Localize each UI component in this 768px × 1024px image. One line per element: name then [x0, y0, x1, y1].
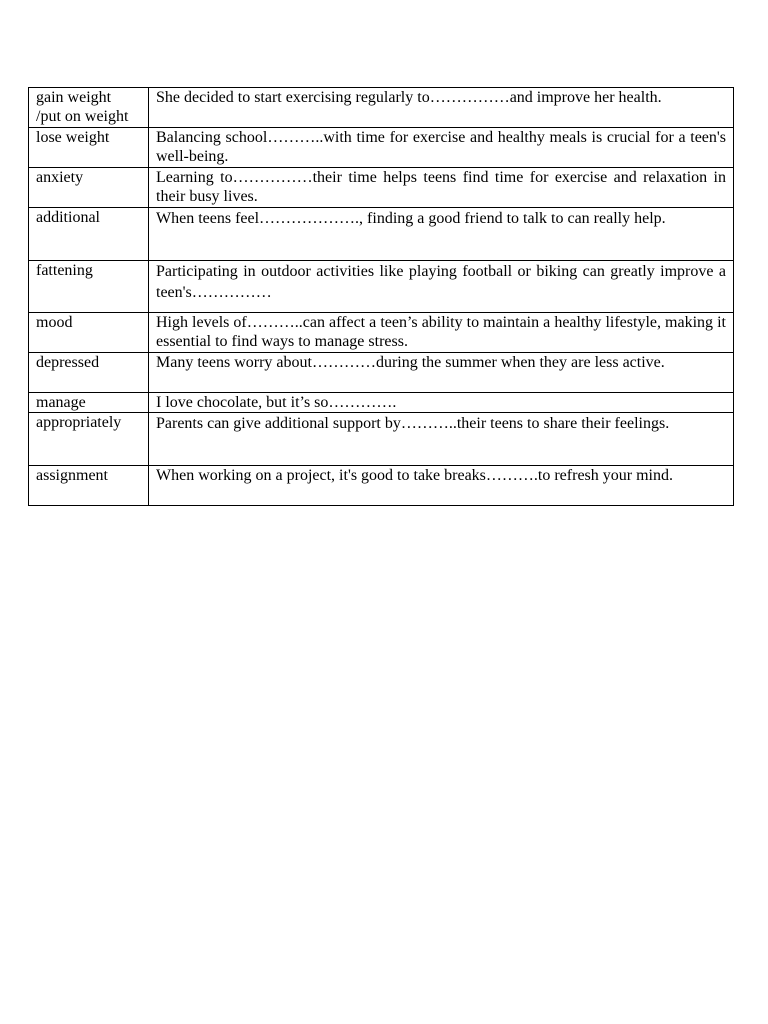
sentence-cell: Learning to……………their time helps teens find time for exercise and relaxation in their busy lives.: [149, 168, 734, 208]
sentence-cell: I love chocolate, but it’s so………….: [149, 393, 734, 413]
word-cell: [29, 393, 149, 413]
word-cell: [29, 208, 149, 261]
word-cell: [29, 353, 149, 393]
sentence-cell: Balancing school………..with time for exercise and healthy meals is crucial for a teen's well-being.: [149, 128, 734, 168]
table-row: [29, 313, 734, 353]
word-text: depressed: [36, 354, 100, 371]
table-row: [29, 393, 734, 413]
word-text: assignment: [36, 467, 108, 484]
table-row: [29, 128, 734, 168]
word-cell: [29, 88, 149, 128]
word-text: gain weight: [36, 89, 112, 106]
word-cell: [29, 413, 149, 466]
word-text: appropriately: [36, 414, 122, 431]
table-row: [29, 261, 734, 313]
word-cell: [29, 313, 149, 353]
word-cell: [29, 261, 149, 313]
word-cell: [29, 128, 149, 168]
word-text: additional: [36, 209, 100, 226]
word-text: mood: [36, 314, 73, 331]
word-text: anxiety: [36, 169, 84, 186]
sentence-cell: When working on a project, it's good to take breaks……….to refresh your mind.: [149, 466, 734, 506]
word-cell: [29, 168, 149, 208]
word-text: manage: [36, 394, 86, 411]
table-row: [29, 168, 734, 208]
sentence-cell: High levels of………..can affect a teen’s ability to maintain a healthy lifestyle, making it essential to find ways to manage stress.: [149, 313, 734, 353]
word-text: fattening: [36, 262, 93, 279]
table-row: [29, 88, 734, 128]
sentence-cell: Parents can give additional support by………..their teens to share their feelings.: [149, 413, 734, 466]
sentence-cell: Participating in outdoor activities like playing football or biking can greatly improve a teen's……………: [149, 261, 734, 313]
table-row: [29, 466, 734, 506]
table-row: [29, 353, 734, 393]
sentence-cell: When teens feel………………., finding a good friend to talk to can really help.: [149, 208, 734, 261]
word-text: /put on weight: [36, 108, 129, 125]
table-row: [29, 208, 734, 261]
sentence-cell: She decided to start exercising regularly to……………and improve her health.: [149, 88, 734, 128]
sentence-cell: Many teens worry about…………during the summer when they are less active.: [149, 353, 734, 393]
word-cell: [29, 466, 149, 506]
vocabulary-matching-table: [28, 87, 734, 506]
word-text: lose weight: [36, 129, 110, 146]
table-row: [29, 413, 734, 466]
